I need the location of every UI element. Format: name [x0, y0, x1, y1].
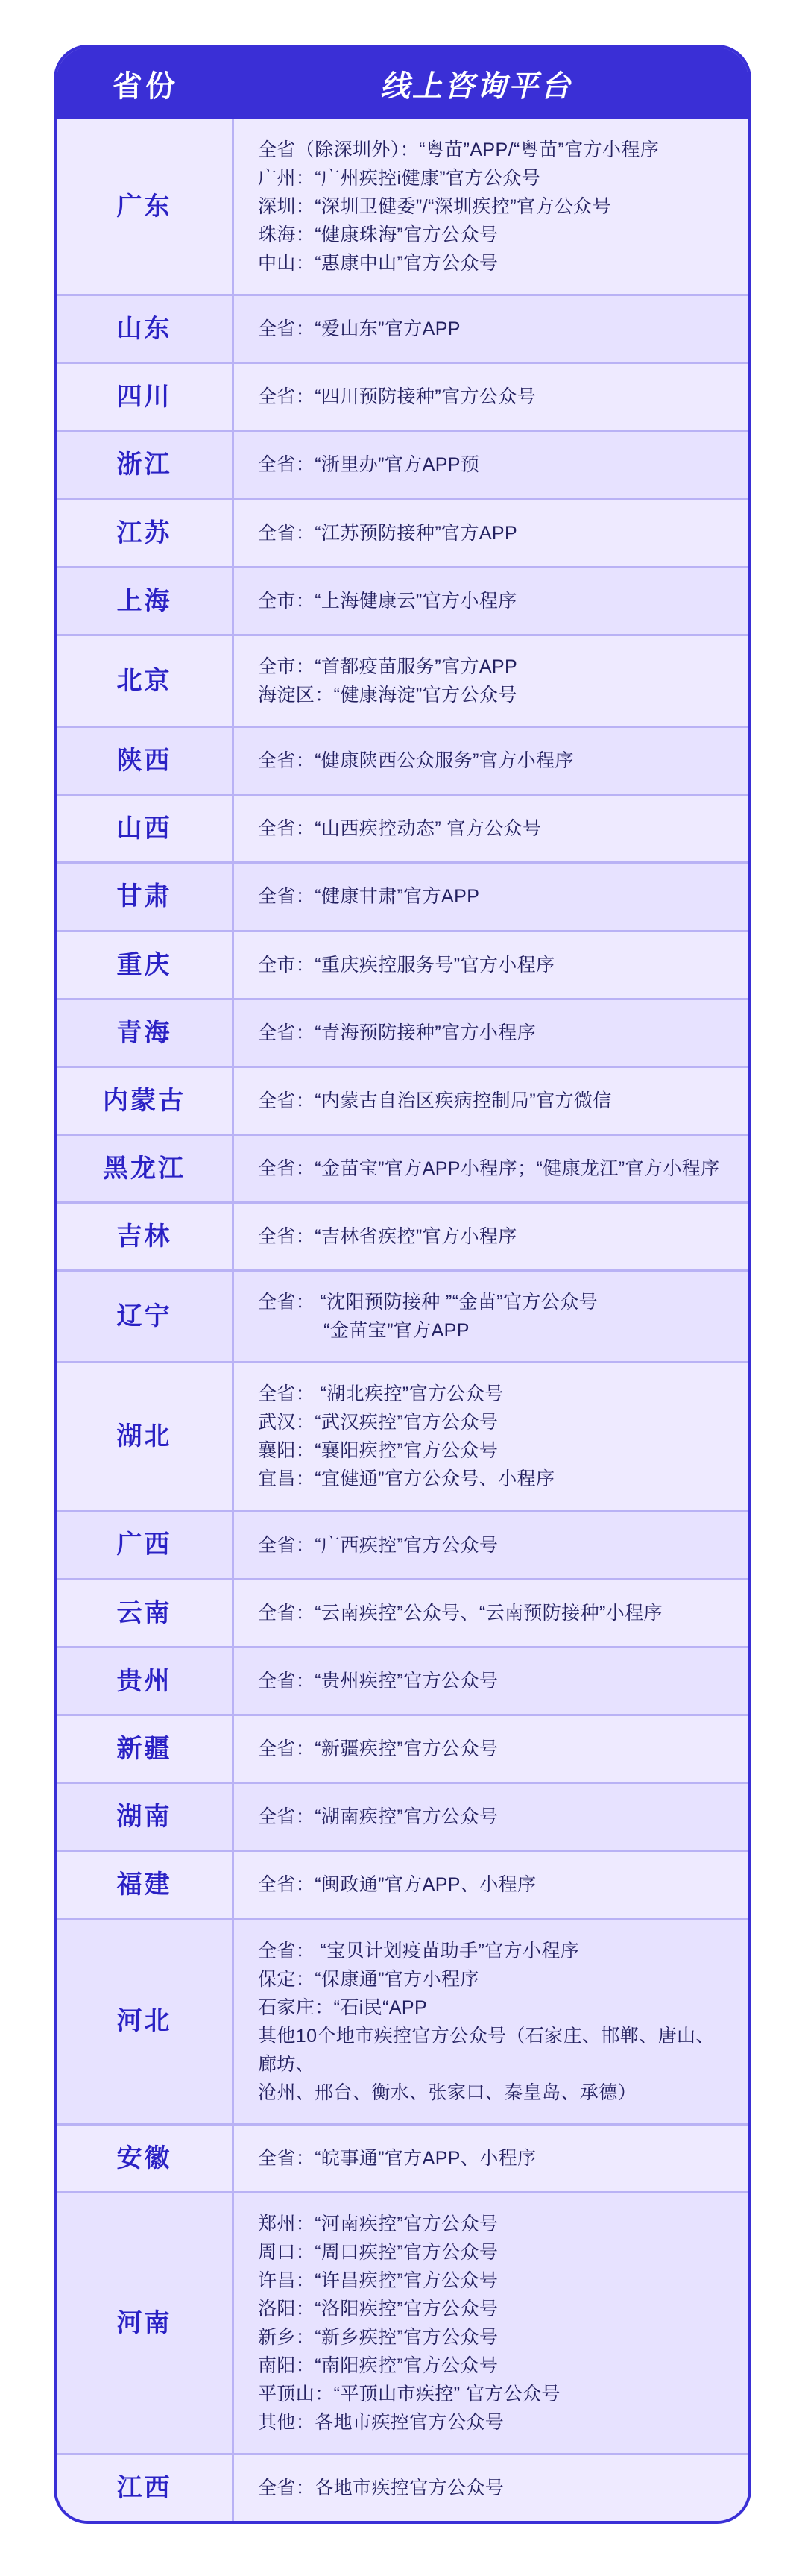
platform-cell: [234, 1272, 748, 1361]
column-header-province: 省份: [113, 69, 178, 103]
platform-line: 新乡：“新乡疾控”官方公众号: [258, 2326, 499, 2348]
table-row: [57, 119, 748, 294]
table-row: [57, 1201, 748, 1269]
platform-cell: [234, 1204, 748, 1269]
table-row: [57, 2453, 748, 2521]
table-row: [57, 1510, 748, 1577]
platform-cell: [234, 1363, 748, 1510]
platform-line: 全市：“重庆疾控服务号”官方小程序: [258, 954, 555, 976]
platform-line: 平顶山：“平顶山市疾控” 官方公众号: [258, 2383, 561, 2404]
province-cell: 甘肃: [57, 864, 234, 929]
table-row: [57, 498, 748, 566]
province-cell: 福建: [57, 1852, 234, 1917]
vaccine-consultation-table: [54, 45, 751, 2524]
province-cell: 重庆: [57, 932, 234, 998]
province-cell: 河北: [57, 1920, 234, 2123]
table-body: [57, 119, 748, 2521]
table-row: [57, 294, 748, 362]
province-cell: 河南: [57, 2193, 234, 2453]
table-row: [57, 634, 748, 726]
platform-cell: [234, 1000, 748, 1066]
column-header-platform: 线上咨询平台: [380, 69, 572, 103]
platform-line: 全省：“贵州疾控”官方公众号: [258, 1670, 499, 1691]
table-row: [57, 930, 748, 998]
platform-line: 全省： “宝贝计划疫苗助手”官方小程序: [258, 1940, 580, 1961]
province-cell: 江西: [57, 2455, 234, 2521]
province-cell: 内蒙古: [57, 1068, 234, 1134]
platform-line: 全省：“湖南疾控”官方公众号: [258, 1806, 499, 1828]
platform-line: 洛阳：“洛阳疾控”官方公众号: [258, 2298, 499, 2319]
province-cell: 安徽: [57, 2126, 234, 2191]
platform-cell: [234, 500, 748, 566]
platform-line: 全省：“青海预防接种”官方小程序: [258, 1022, 537, 1043]
platform-line: 全省： “湖北疾控”官方公众号: [258, 1383, 504, 1405]
platform-cell: [234, 1068, 748, 1134]
province-cell: 吉林: [57, 1204, 234, 1269]
table-row: [57, 2191, 748, 2453]
platform-cell: [234, 1512, 748, 1577]
table-row: [57, 1066, 748, 1134]
platform-cell: [234, 432, 748, 497]
platform-line: 周口：“周口疾控”官方公众号: [258, 2241, 499, 2263]
table-row: [57, 430, 748, 497]
province-cell: 青海: [57, 1000, 234, 1066]
table-row: [57, 362, 748, 430]
province-cell: 上海: [57, 568, 234, 634]
province-cell: 陕西: [57, 728, 234, 794]
platform-line: 全市：“上海健康云”官方小程序: [258, 590, 517, 612]
table-row: [57, 2123, 748, 2191]
platform-line: 广州：“广州疾控i健康”官方公众号: [258, 168, 541, 189]
table-row: [57, 794, 748, 861]
platform-line: 郑州：“河南疾控”官方公众号: [258, 2213, 499, 2234]
table-row: [57, 1361, 748, 1510]
platform-line: 全省：“金苗宝”官方APP小程序；“健康龙江”官方小程序: [258, 1158, 720, 1180]
table-row: [57, 1850, 748, 1917]
platform-cell: [234, 568, 748, 634]
platform-cell: [234, 932, 748, 998]
platform-line: 全省：“爱山东”官方APP: [258, 318, 461, 340]
platform-line: 全省： “沈阳预防接种 ”“金苗”官方公众号: [258, 1292, 598, 1313]
table-row: [57, 1714, 748, 1782]
platform-line: 襄阳：“襄阳疾控”官方公众号: [258, 1440, 499, 1462]
province-cell: 云南: [57, 1580, 234, 1646]
platform-line: “金苗宝”官方APP: [258, 1320, 470, 1342]
province-cell: 北京: [57, 636, 234, 726]
province-cell: 湖南: [57, 1784, 234, 1850]
platform-line: 珠海：“健康珠海”官方公众号: [258, 224, 499, 245]
province-cell: 山东: [57, 296, 234, 362]
platform-cell: [234, 296, 748, 362]
platform-cell: [234, 1580, 748, 1646]
province-cell: 辽宁: [57, 1272, 234, 1361]
platform-line: 沧州、邢台、衡水、张家口、秦皇岛、承德）: [258, 2082, 637, 2103]
platform-cell: [234, 796, 748, 861]
platform-line: 全省：“健康陕西公众服务”官方小程序: [258, 750, 574, 772]
province-cell: 黑龙江: [57, 1136, 234, 1201]
table-row: [57, 1578, 748, 1646]
platform-cell: [234, 1784, 748, 1850]
platform-line: 石家庄：“石i民“APP: [258, 1997, 428, 2018]
platform-line: 全省：“吉林省疾控”官方小程序: [258, 1226, 517, 1248]
province-cell: 江苏: [57, 500, 234, 566]
platform-line: 全市：“首都疫苗服务”官方APP: [258, 656, 518, 677]
platform-cell: [234, 1716, 748, 1782]
platform-line: 其他10个地市疾控官方公众号（石家庄、邯郸、唐山、廊坊、: [258, 2025, 715, 2075]
province-cell: 贵州: [57, 1648, 234, 1714]
province-cell: 山西: [57, 796, 234, 861]
province-cell: 广东: [57, 119, 234, 294]
platform-cell: [234, 119, 748, 294]
platform-line: 全省：“云南疾控”公众号、“云南预防接种”小程序: [258, 1602, 663, 1624]
province-cell: 新疆: [57, 1716, 234, 1782]
platform-line: 全省：“广西疾控”官方公众号: [258, 1534, 499, 1556]
platform-line: 许昌：“许昌疾控”官方公众号: [258, 2269, 499, 2291]
platform-line: 全省：“山西疾控动态” 官方公众号: [258, 818, 542, 840]
platform-line: 全省（除深圳外）：“粤苗”APP/“粤苗”官方小程序: [258, 139, 660, 160]
platform-line: 全省：“闽政通”官方APP、小程序: [258, 1874, 537, 1896]
platform-line: 其他：各地市疾控官方公众号: [258, 2411, 505, 2433]
platform-cell: [234, 2193, 748, 2453]
platform-line: 全省：“浙里办”官方APP预: [258, 454, 480, 476]
platform-line: 中山：“惠康中山”官方公众号: [258, 253, 499, 274]
platform-cell: [234, 864, 748, 929]
platform-line: 全省：“皖事通”官方APP、小程序: [258, 2147, 537, 2169]
table-row: [57, 1269, 748, 1361]
province-cell: 湖北: [57, 1363, 234, 1510]
table-row: [57, 861, 748, 929]
table-row: [57, 1646, 748, 1714]
platform-cell: [234, 1136, 748, 1201]
platform-line: 武汉：“武汉疾控”官方公众号: [258, 1412, 499, 1433]
platform-cell: [234, 728, 748, 794]
platform-cell: [234, 636, 748, 726]
platform-cell: [234, 1852, 748, 1917]
platform-line: 海淀区：“健康海淀”官方公众号: [258, 684, 517, 706]
platform-line: 宜昌：“宜健通”官方公众号、小程序: [258, 1468, 555, 1490]
platform-cell: [234, 364, 748, 430]
platform-line: 全省：“健康甘肃”官方APP: [258, 886, 480, 908]
platform-line: 全省：各地市疾控官方公众号: [258, 2477, 505, 2498]
platform-cell: [234, 2455, 748, 2521]
table-row: [57, 998, 748, 1066]
platform-cell: [234, 1648, 748, 1714]
table-row: [57, 1918, 748, 2123]
platform-line: 全省：“四川预防接种”官方公众号: [258, 386, 537, 408]
table-row: [57, 566, 748, 634]
platform-line: 全省：“新疆疾控”官方公众号: [258, 1738, 499, 1760]
platform-line: 保定：“保康通”官方小程序: [258, 1968, 479, 1990]
table-row: [57, 726, 748, 794]
platform-cell: [234, 1920, 748, 2123]
table-row: [57, 1134, 748, 1201]
platform-cell: [234, 2126, 748, 2191]
province-cell: 四川: [57, 364, 234, 430]
table-header-row: [57, 48, 748, 119]
platform-line: 全省：“江苏预防接种”官方APP: [258, 522, 518, 544]
platform-line: 深圳：“深圳卫健委”/“深圳疾控”官方公众号: [258, 196, 612, 217]
province-cell: 广西: [57, 1512, 234, 1577]
platform-line: 全省：“内蒙古自治区疾病控制局”官方微信: [258, 1090, 612, 1111]
table-row: [57, 1782, 748, 1850]
platform-line: 南阳：“南阳疾控”官方公众号: [258, 2354, 499, 2376]
province-cell: 浙江: [57, 432, 234, 497]
